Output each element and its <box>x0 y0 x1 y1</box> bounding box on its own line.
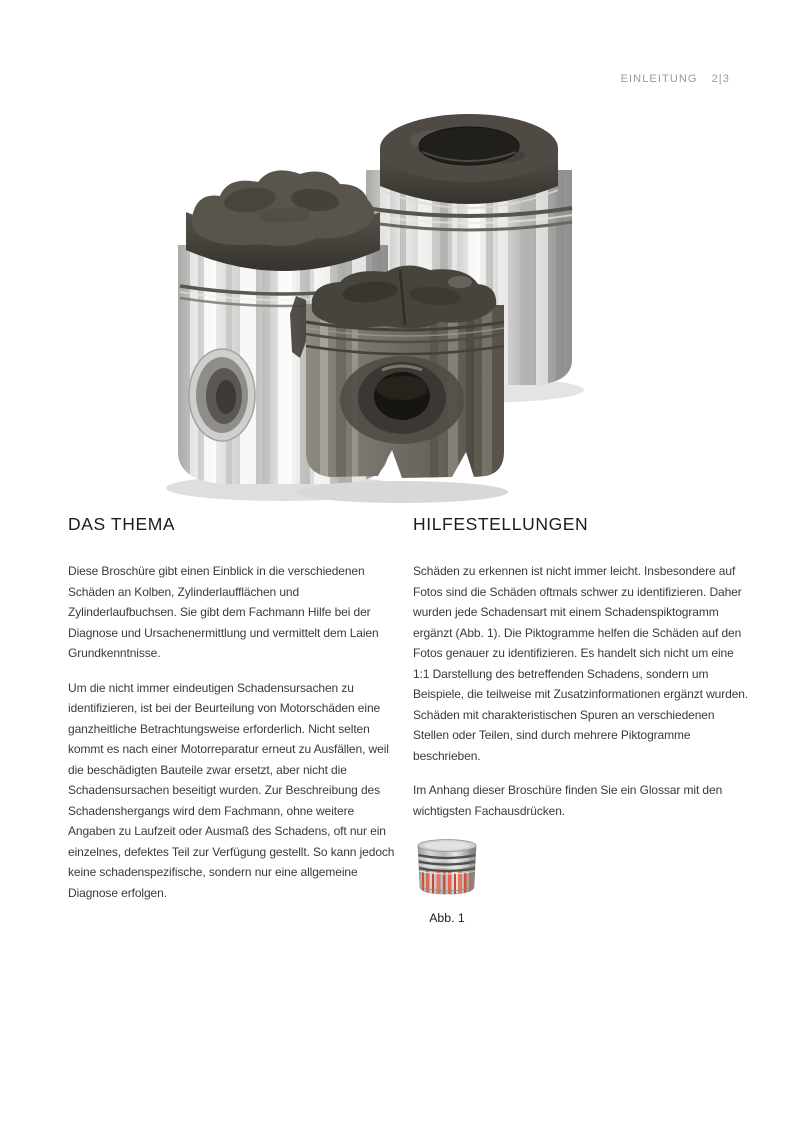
paragraph: Um die nicht immer eindeutigen Schadensursachen zu identifizieren, ist bei der Beurteilung von Motorschäden eine ganzheitliche Betrachtungsweise erforderlich. Nicht selten kommt es nach einer Motorreparatur erneut zu Ausfällen, weil die beschädigten Bauteile zwar ersetzt, aber nicht die Schadensursachen beseitigt wurden. Zur Beschreibung des Schadenshergangs wird dem Fachmann, ohne weitere Angaben zu Laufzeit oder Ausmaß des Schadens, oft nur ein einzelnes, defektes Teil zur Verfügung gestellt. So kann jedoch keine schadenspezifische, sondern nur eine allgemeine Diagnose erfolgen. <box>68 680 395 900</box>
figure-caption: Abb. 1 <box>429 911 465 925</box>
piston-pictogram-icon <box>413 835 481 897</box>
paragraph: Diese Broschüre gibt einen Einblick in die verschiedenen Schäden an Kolben, Zylinderlaufflächen und Zylinderlaufbuchsen. Sie gibt dem Fachmann Hilfe bei der Diagnose und Ursachenermittlung und vermittelt dem Laien Grundkenntnisse. <box>68 564 379 660</box>
section-heading-das-thema: DAS THEMA <box>68 514 176 534</box>
paragraph: Im Anhang dieser Broschüre finden Sie ein Glossar mit den wichtigsten Fachausdrücken. <box>413 783 723 818</box>
page-indicator: 2|3 <box>711 73 730 85</box>
damaged-pistons-graphic <box>100 100 700 505</box>
damaged-pistons-photo <box>100 100 700 505</box>
piston-scuffing-pictogram <box>413 835 481 925</box>
section-das-thema <box>68 514 402 917</box>
paragraph: Schäden zu erkennen ist nicht immer leicht. Insbesondere auf Fotos sind die Schäden oftmals schwer zu identifizieren. Daher wurden jede Schadensart mit einem Schadenspiktogramm ergänzt (Abb. 1). Die Piktogramme helfen die Schäden auf den Fotos genauer zu identifizieren. Es handelt sich nicht um eine 1:1 Darstellung des betreffenden Schadens, sondern um Beispiele, die teilweise mit Zusatzinformationen ergänzt wurden. Schäden mit charakteristischen Spuren an verschiedenen Stellen oder Teilen, sind durch mehrere Piktogramme beschrieben. <box>413 564 749 763</box>
section-heading-hilfestellungen: HILFESTELLUNGEN <box>413 514 589 534</box>
section-label: EINLEITUNG <box>620 73 698 85</box>
section-hilfestellungen <box>413 514 749 925</box>
page-header <box>621 73 730 85</box>
